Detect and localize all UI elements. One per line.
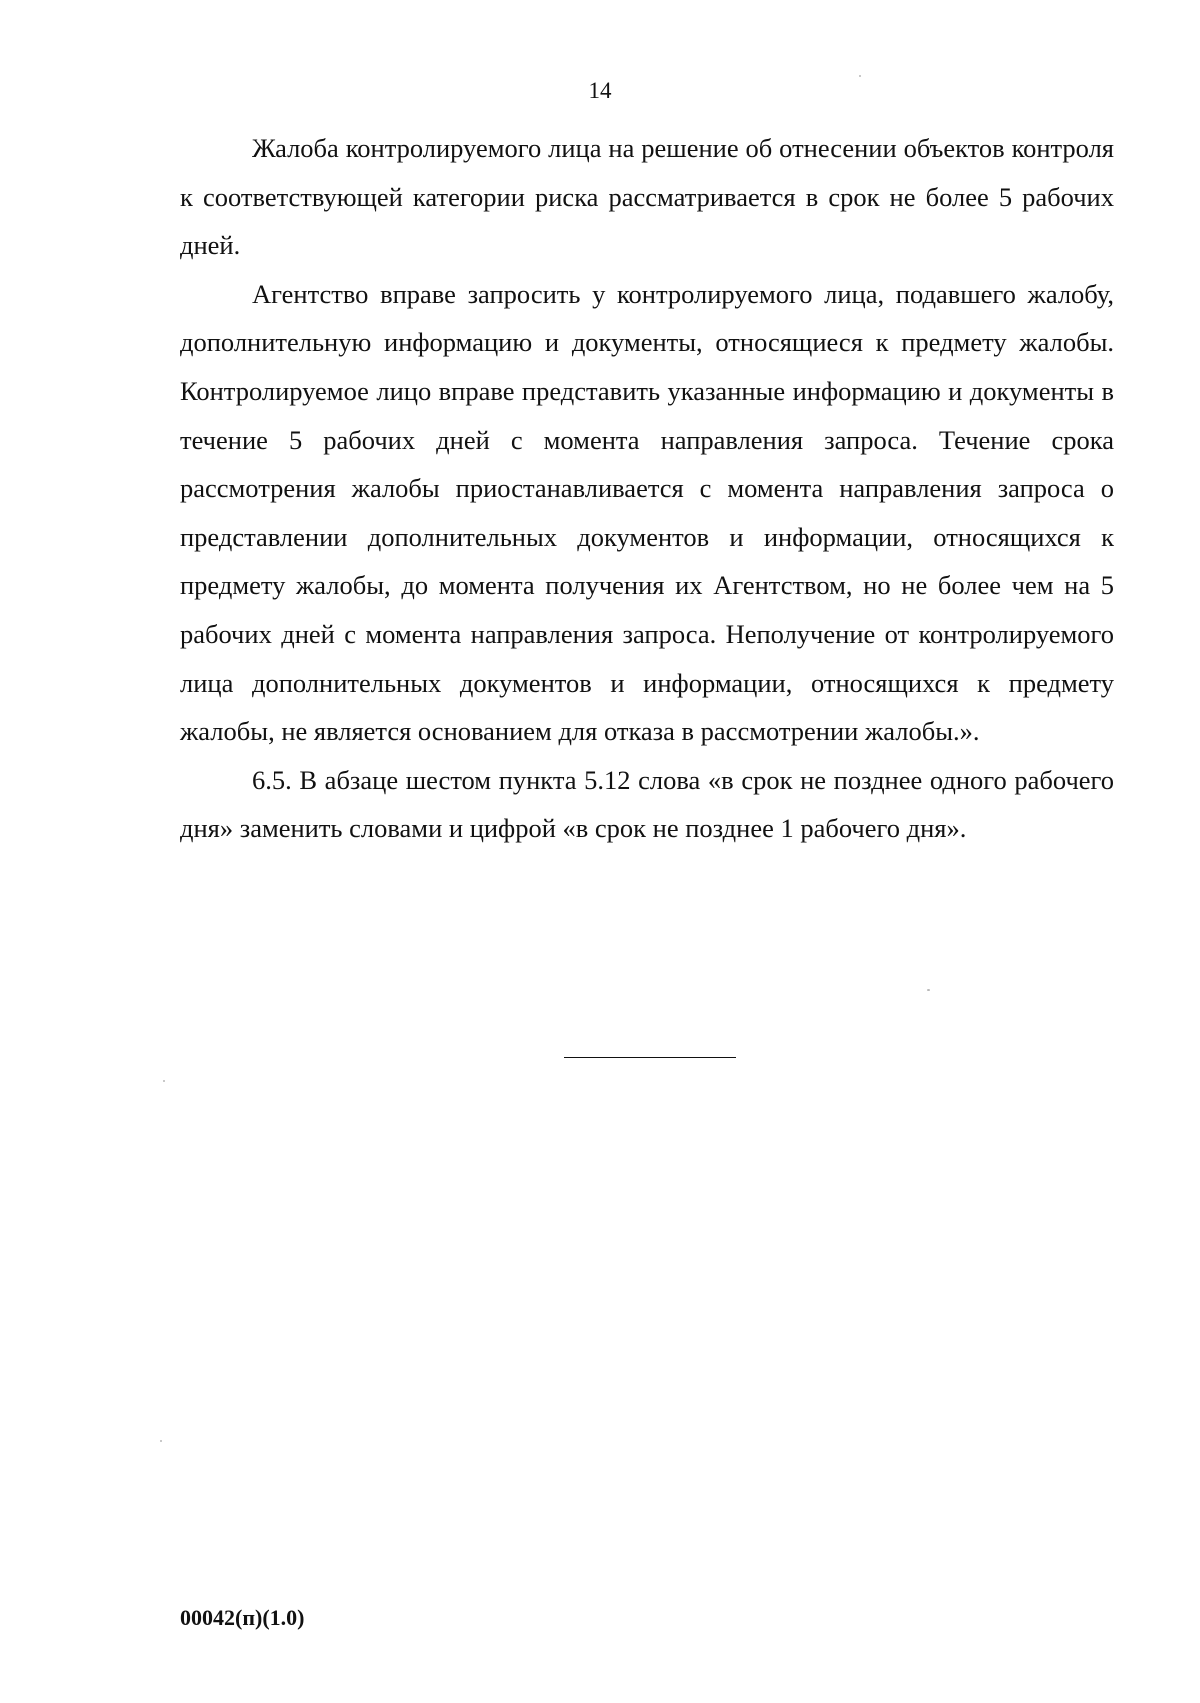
paragraph-item-6-5: 6.5. В абзаце шестом пункта 5.12 слова «в срок не позднее одного рабочего дня» заменить словами и цифрой «в срок не позднее 1 рабочего дня».: [180, 764, 1114, 844]
scan-speck: [160, 1440, 162, 1442]
page-number: 14: [588, 78, 612, 103]
document-code: 00042(п)(1.0): [180, 1605, 305, 1630]
scan-speck: [927, 989, 930, 991]
scan-speck: [163, 1080, 165, 1082]
scan-speck: [859, 75, 861, 77]
end-separator-line: [564, 1057, 736, 1058]
paragraph-agency-request: Агентство вправе запросить у контролируемого лица, подавшего жалобу, дополнительную информацию и документы, относящиеся к предмету жалобы. Контролируемое лицо вправе представить указанные информацию и документы в течение 5 рабочих дней с момента направления запроса. Течение срока рассмотрения жалобы приостанавливается с момента направления запроса о представлении дополнительных документов и информации, относящихся к предмету жалобы, до момента получения их Агентством, но не более чем на 5 рабочих дней с момента направления запроса. Неполучение от контролируемого лица дополнительных документов и информации, относящихся к предмету жалобы, не является основанием для отказа в рассмотрении жалобы.».: [180, 278, 1114, 747]
document-body: [180, 124, 1114, 853]
paragraph-complaint-term: Жалоба контролируемого лица на решение об отнесении объектов контроля к соответствующей категории риска рассматривается в срок не более 5 рабочих дней.: [180, 133, 1114, 261]
